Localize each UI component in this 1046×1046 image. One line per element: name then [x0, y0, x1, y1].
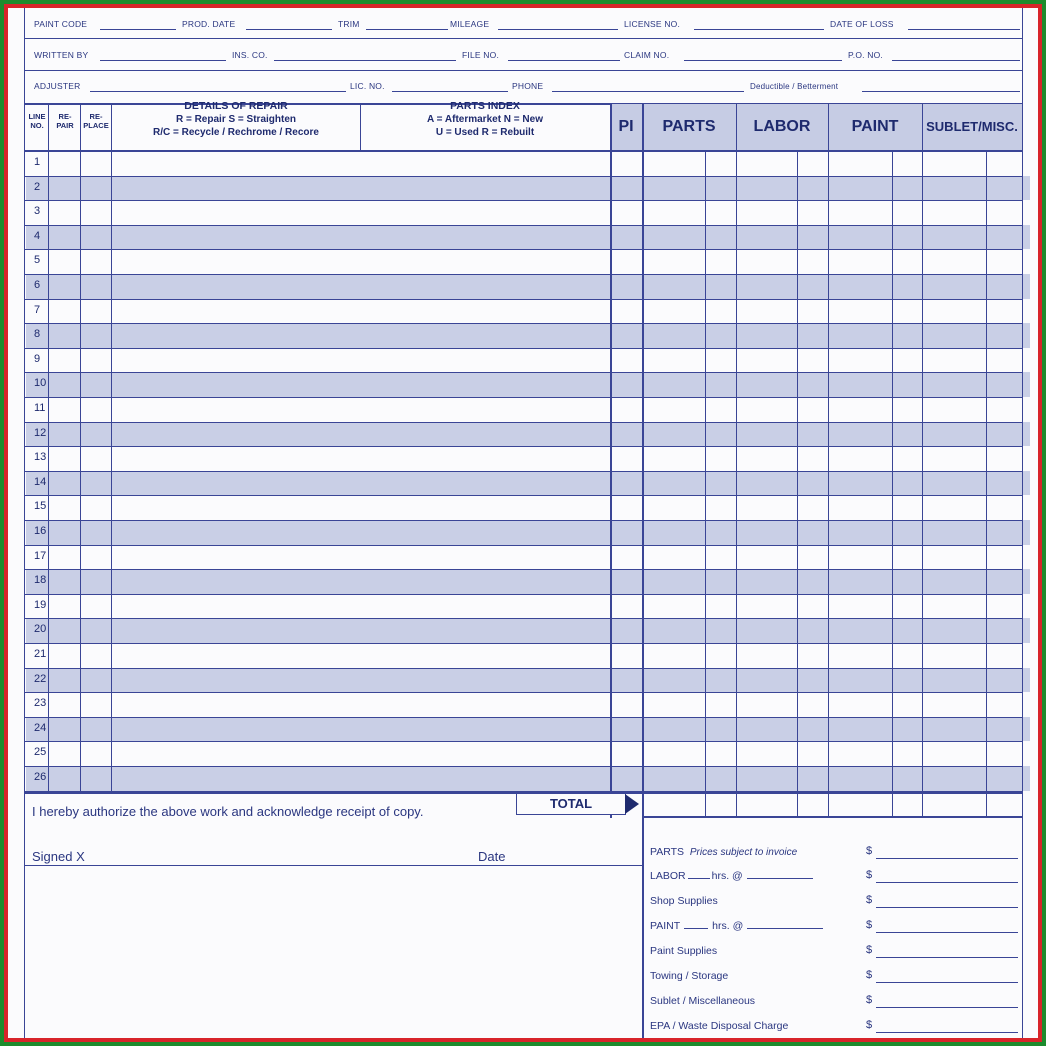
paint-code-field[interactable]	[100, 29, 176, 30]
summary-paint-hrs: hrs. @	[712, 920, 744, 932]
summary-amount-field[interactable]	[876, 907, 1018, 908]
summary-shop-supplies: Shop Supplies	[650, 895, 718, 907]
col-line-paint-left	[828, 104, 829, 818]
repair-header	[50, 112, 80, 130]
dollar-sign: $	[866, 919, 873, 931]
summary-paint	[650, 920, 823, 932]
row-band	[26, 668, 1030, 693]
line-number: 23	[34, 697, 47, 710]
file-no-label: FILE NO.	[462, 50, 500, 60]
trim-field[interactable]	[366, 29, 448, 30]
line-number: 1	[34, 156, 41, 168]
header-rule-1	[24, 38, 1022, 39]
prod-date-label: PROD. DATE	[182, 19, 236, 29]
line-no-header-l2: NO.	[30, 121, 44, 130]
table-row[interactable]	[24, 323, 1022, 324]
claim-no-label: CLAIM NO.	[624, 50, 670, 60]
license-no-label: LICENSE NO.	[624, 19, 681, 29]
row-band	[26, 520, 1030, 545]
line-number: 22	[34, 672, 47, 685]
line-number: 9	[34, 352, 41, 365]
total-label: TOTAL	[516, 794, 626, 815]
table-row[interactable]	[24, 200, 1022, 201]
table-row[interactable]	[24, 791, 1022, 792]
total-row-rule	[642, 816, 1022, 818]
sublet-header: SUBLET/MISC.	[926, 119, 1018, 134]
table-row[interactable]	[24, 176, 1022, 177]
col-line-pi-left	[610, 104, 612, 818]
line-number: 14	[34, 475, 47, 488]
po-no-field[interactable]	[892, 60, 1020, 61]
license-no-field[interactable]	[694, 29, 824, 30]
row-band	[26, 618, 1030, 643]
replace-header-l1: RE-	[89, 112, 103, 121]
line-number: 7	[34, 303, 41, 316]
table-row[interactable]	[24, 717, 1022, 718]
deductible-field[interactable]	[862, 91, 1020, 92]
lic-no-label: LIC. NO.	[350, 81, 385, 91]
table-row[interactable]	[24, 520, 1022, 521]
col-line-details-split	[360, 104, 361, 150]
parts-index-line1: A = Aftermarket N = New	[427, 114, 543, 125]
line-number: 4	[34, 229, 41, 242]
authorization-text: I hereby authorize the above work and acknowledge receipt of copy.	[32, 804, 424, 819]
line-number: 16	[34, 525, 47, 537]
date-label: Date	[478, 849, 506, 864]
dollar-sign: $	[866, 894, 873, 906]
summary-sublet: Sublet / Miscellaneous	[650, 995, 756, 1007]
details-line1: R = Repair S = Straighten	[175, 114, 297, 125]
row-band	[26, 569, 1030, 594]
mileage-label: MILEAGE	[450, 19, 490, 29]
claim-no-field[interactable]	[684, 60, 842, 61]
po-no-label: P.O. NO.	[848, 50, 883, 60]
ins-co-label: INS. CO.	[232, 50, 268, 60]
col-line-sublet-left	[922, 104, 923, 818]
adjuster-field[interactable]	[90, 91, 346, 92]
line-number: 11	[34, 402, 46, 414]
table-row[interactable]	[24, 397, 1022, 398]
row-band	[26, 471, 1030, 496]
repair-header-l2: PAIR	[56, 121, 74, 130]
row-band	[26, 422, 1030, 447]
adjuster-label: ADJUSTER	[34, 81, 81, 91]
parts-header: PARTS	[662, 118, 716, 135]
line-number: 12	[34, 426, 47, 439]
table-row[interactable]	[24, 594, 1022, 595]
details-line2: R/C = Recycle / Rechrome / Recore	[153, 127, 319, 138]
table-row[interactable]	[24, 249, 1022, 250]
line-number: 18	[34, 574, 47, 587]
labor-rate-field[interactable]	[747, 878, 813, 879]
line-number: 26	[34, 771, 47, 783]
phone-label: PHONE	[512, 81, 544, 91]
paint-hours-field[interactable]	[684, 928, 708, 929]
table-row[interactable]	[24, 372, 1022, 373]
header-rule-2	[24, 70, 1022, 71]
table-row[interactable]	[24, 569, 1022, 570]
signature-line[interactable]	[24, 865, 642, 866]
table-row[interactable]	[24, 422, 1022, 423]
table-row[interactable]	[24, 545, 1022, 546]
line-no-header-l1: LINE	[28, 112, 46, 121]
labor-hours-field[interactable]	[688, 878, 710, 879]
row-band	[26, 766, 1030, 791]
summary-labor	[650, 870, 813, 882]
table-row[interactable]	[24, 766, 1022, 767]
summary-towing: Towing / Storage	[650, 970, 729, 982]
parts-index-line2: U = Used R = Rebuilt	[435, 127, 535, 138]
pi-header: PI	[618, 118, 634, 135]
line-number: 21	[34, 648, 47, 660]
form-left-border	[24, 8, 25, 1038]
col-line-2	[80, 104, 81, 792]
row-band	[26, 176, 1030, 201]
line-number: 2	[34, 180, 41, 193]
col-line-parts-left	[642, 104, 644, 818]
line-number: 8	[34, 328, 41, 341]
line-number: 20	[34, 623, 47, 636]
line-no-header	[25, 112, 49, 130]
details-title: DETAILS OF REPAIR	[184, 100, 288, 112]
row-band	[26, 274, 1030, 299]
summary-amount-field[interactable]	[876, 1007, 1018, 1008]
table-row[interactable]	[24, 446, 1022, 447]
col-line-labor-left	[736, 104, 737, 818]
line-number: 15	[34, 500, 47, 513]
written-by-label: WRITTEN BY	[34, 50, 89, 60]
repair-order-form	[8, 8, 1038, 1038]
summary-amount-field[interactable]	[876, 957, 1018, 958]
prod-date-field[interactable]	[246, 29, 332, 30]
dollar-sign: $	[866, 969, 873, 981]
dollar-sign: $	[866, 869, 873, 881]
line-number: 25	[34, 746, 47, 759]
dollar-sign: $	[866, 994, 873, 1006]
dollar-sign: $	[866, 1019, 873, 1031]
table-row[interactable]	[24, 741, 1022, 742]
total-arrow-icon	[625, 794, 639, 814]
replace-header	[80, 112, 112, 130]
paint-header: PAINT	[851, 118, 899, 135]
line-number: 19	[34, 598, 47, 611]
col-line-3	[111, 104, 112, 792]
dollar-sign: $	[866, 944, 873, 956]
parts-index-title: PARTS INDEX	[450, 100, 520, 112]
lic-no-field[interactable]	[392, 91, 508, 92]
trim-label: TRIM	[338, 19, 360, 29]
deductible-label: Deductible / Betterment	[750, 82, 839, 91]
summary-left-border	[642, 816, 644, 1038]
line-number: 10	[34, 377, 47, 390]
summary-labor-label: LABOR	[650, 870, 686, 882]
phone-field[interactable]	[552, 91, 744, 92]
line-number: 13	[34, 451, 47, 464]
line-number: 6	[34, 279, 41, 291]
parts-index-header	[360, 100, 610, 139]
summary-parts-note: Prices subject to invoice	[689, 847, 798, 858]
summary-amount-field[interactable]	[876, 858, 1018, 859]
ins-co-field[interactable]	[274, 60, 456, 61]
form-right-border	[1022, 8, 1023, 1038]
row-band	[26, 323, 1030, 348]
table-row[interactable]	[24, 348, 1022, 349]
summary-epa: EPA / Waste Disposal Charge	[650, 1020, 789, 1032]
line-number: 24	[34, 721, 47, 734]
summary-paint-supplies: Paint Supplies	[650, 945, 718, 957]
summary-labor-hrs: hrs. @	[711, 870, 743, 882]
row-band	[26, 225, 1030, 250]
table-row[interactable]	[24, 618, 1022, 619]
summary-amount-field[interactable]	[876, 932, 1018, 933]
row-band	[26, 372, 1030, 397]
table-row[interactable]	[24, 274, 1022, 275]
table-row[interactable]	[24, 225, 1022, 226]
written-by-field[interactable]	[100, 60, 226, 61]
summary-amount-field[interactable]	[876, 882, 1018, 883]
table-row[interactable]	[24, 495, 1022, 496]
table-row[interactable]	[24, 643, 1022, 644]
file-no-field[interactable]	[508, 60, 620, 61]
summary-amount-field[interactable]	[876, 1032, 1018, 1033]
labor-header: LABOR	[753, 118, 811, 135]
summary-parts	[650, 846, 797, 858]
table-row[interactable]	[24, 668, 1022, 669]
signed-label: Signed X	[32, 849, 85, 864]
line-number: 3	[34, 205, 41, 218]
repair-header-l1: RE-	[58, 112, 72, 121]
paint-rate-field[interactable]	[747, 928, 823, 929]
replace-header-l2: PLACE	[83, 121, 109, 130]
table-row[interactable]	[24, 299, 1022, 300]
row-band	[26, 717, 1030, 742]
summary-amount-field[interactable]	[876, 982, 1018, 983]
mileage-field[interactable]	[498, 29, 618, 30]
date-of-loss-label: DATE OF LOSS	[830, 19, 894, 29]
summary-paint-label: PAINT	[650, 920, 681, 932]
line-number: 5	[34, 254, 41, 267]
paint-code-label: PAINT CODE	[34, 19, 88, 29]
dollar-sign: $	[866, 845, 873, 857]
table-row[interactable]	[24, 471, 1022, 472]
header-bottom-rule	[24, 150, 1022, 152]
line-number: 17	[34, 549, 47, 562]
details-of-repair-header	[112, 100, 360, 139]
table-row[interactable]	[24, 692, 1022, 693]
summary-parts-label: PARTS	[650, 846, 685, 858]
date-of-loss-field[interactable]	[908, 29, 1020, 30]
